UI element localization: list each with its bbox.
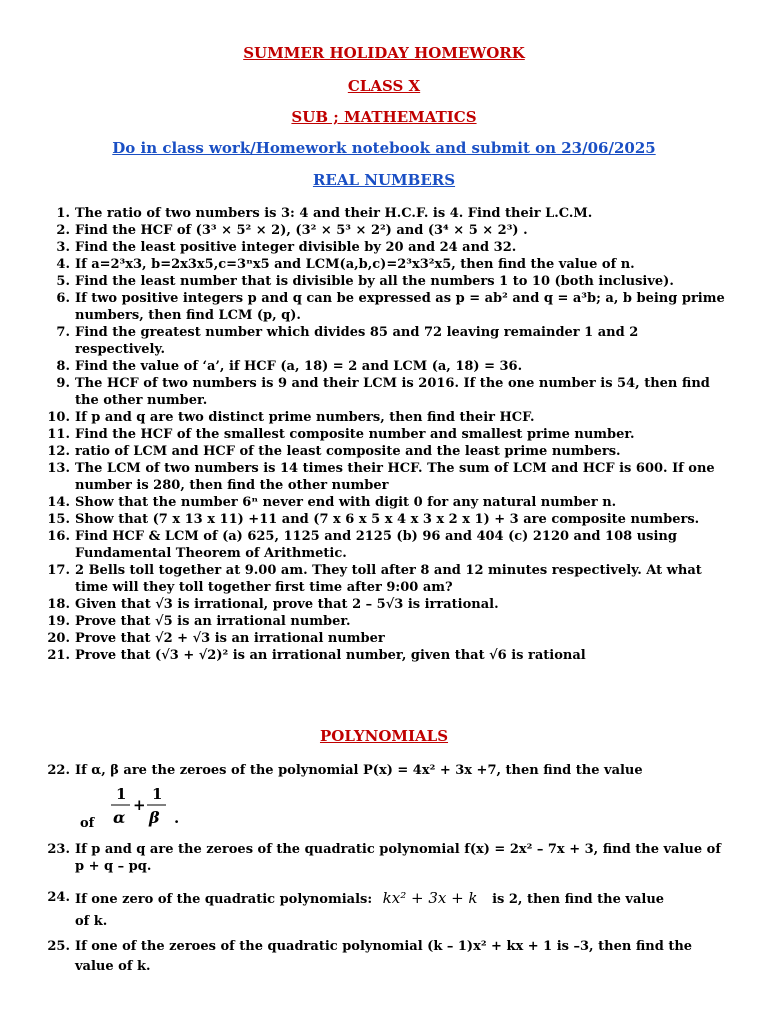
item-text: ratio of LCM and HCF of the least composite and the least prime numbers. xyxy=(75,444,621,459)
item-text: Find the least number that is divisible by all the numbers 1 to 10 (both inclusive). xyxy=(75,274,674,289)
list-item xyxy=(38,630,728,647)
item-text: If p and q are the zeroes of the quadratic polynomial f(x) = 2x² – 7x + 3, find the value of p + q – pq. xyxy=(75,842,721,874)
item-text: If α, β are the zeroes of the polynomial P(x) = 4x² + 3x +7, then find the value xyxy=(75,763,643,778)
item-text: Find the value of ‘a’, if HCF (a, 18) = 2 and LCM (a, 18) = 36. xyxy=(75,359,523,374)
fraction-expression xyxy=(108,783,198,835)
item-text: The LCM of two numbers is 14 times their HCF. The sum of LCM and HCF is 600. If one number is 280, then find the other number xyxy=(75,461,715,493)
list-item xyxy=(38,613,728,630)
fraction-denominator-alpha: α xyxy=(113,808,126,827)
item-number: 1. xyxy=(56,206,70,221)
item-text: Find the HCF of the smallest composite number and smallest prime number. xyxy=(75,427,635,442)
item-number: 22. xyxy=(47,763,70,778)
item-number: 8. xyxy=(56,359,70,374)
item-text: The HCF of two numbers is 9 and their LCM is 2016. If the one number is 54, then find the other number. xyxy=(75,376,710,408)
list-item xyxy=(38,426,728,443)
item-text: Show that the number 6ⁿ never end with digit 0 for any natural number n. xyxy=(75,495,617,510)
item-text: Find the greatest number which divides 85 and 72 leaving remainder 1 and 2 respectively. xyxy=(75,325,639,357)
item-number: 15. xyxy=(47,512,70,527)
item-text: Show that (7 x 13 x 11) +11 and (7 x 6 x 5 x 4 x 3 x 2 x 1) + 3 are composite numbers. xyxy=(75,512,700,527)
page-title: SUMMER HOLIDAY HOMEWORK xyxy=(243,44,525,62)
item-number: 7. xyxy=(56,325,70,340)
item-text: Given that √3 is irrational, prove that 2 – 5√3 is irrational. xyxy=(75,597,499,612)
section-heading-real-numbers: REAL NUMBERS xyxy=(312,171,456,189)
item-number: 21. xyxy=(47,648,70,663)
item-number: 25. xyxy=(47,939,70,954)
item-number: 10. xyxy=(47,410,70,425)
list-item xyxy=(38,762,728,779)
list-item xyxy=(38,358,728,375)
subject-heading: SUB ; MATHEMATICS xyxy=(291,108,477,126)
item-text: Prove that √2 + √3 is an irrational number xyxy=(75,631,385,646)
item-text xyxy=(75,887,728,933)
item-text-cont: of k. xyxy=(75,914,108,929)
class-heading: CLASS X xyxy=(347,77,421,95)
list-item xyxy=(38,647,728,664)
list-item xyxy=(38,887,728,933)
list-item xyxy=(38,511,728,528)
plus-sign: + xyxy=(133,796,146,814)
item-number: 19. xyxy=(47,614,70,629)
item-number: 24. xyxy=(47,890,70,905)
item-number: 11. xyxy=(47,427,70,442)
item-text-of: of xyxy=(80,816,95,831)
item-text: Find HCF & LCM of (a) 625, 1125 and 2125 (b) 96 and 404 (c) 2120 and 108 using Fundamental Theorem of Arithmetic. xyxy=(75,529,677,561)
item-text: If a=2³x3, b=2x3x5,c=3ⁿx5 and LCM(a,b,c)=2³x3²x5, then find the value of n. xyxy=(75,257,635,272)
list-item xyxy=(38,596,728,613)
item-number: 3. xyxy=(56,240,70,255)
item-text-post: is 2, then find the value xyxy=(492,892,665,907)
fraction-denominator-beta: β xyxy=(149,808,160,827)
item-text: Prove that (√3 + √2)² is an irrational number, given that √6 is rational xyxy=(75,648,586,663)
polynomials-list xyxy=(38,762,728,977)
item-text-pre: If one zero of the quadratic polynomials: xyxy=(75,892,373,907)
list-item xyxy=(38,562,728,596)
item-text: The ratio of two numbers is 3: 4 and their H.C.F. is 4. Find their L.C.M. xyxy=(75,206,593,221)
item-number: 18. xyxy=(47,597,70,612)
item-number: 9. xyxy=(56,376,70,391)
item-text: 2 Bells toll together at 9.00 am. They toll after 8 and 12 minutes respectively. At what time will they toll together first time after 9:00 am? xyxy=(75,563,702,595)
list-item xyxy=(38,205,728,222)
item-text: If one of the zeroes of the quadratic polynomial (k – 1)x² + kx + 1 is –3, then find the value of k. xyxy=(75,939,693,974)
item-number: 14. xyxy=(47,495,70,510)
list-item xyxy=(38,375,728,409)
list-item xyxy=(38,528,728,562)
item-number: 6. xyxy=(56,291,70,306)
item-number: 17. xyxy=(47,563,70,578)
list-item xyxy=(38,256,728,273)
list-item xyxy=(38,324,728,358)
list-item xyxy=(38,239,728,256)
list-item xyxy=(38,273,728,290)
fraction-numerator-2: 1 xyxy=(152,785,163,803)
item-text: Prove that √5 is an irrational number. xyxy=(75,614,351,629)
list-item xyxy=(38,290,728,324)
list-item xyxy=(38,460,728,494)
list-item xyxy=(38,841,728,875)
instruction-line: Do in class work/Homework notebook and submit on 23/06/2025 xyxy=(112,139,656,157)
item-number: 2. xyxy=(56,223,70,238)
item-text: Find the HCF of (3³ × 5² × 2), (3² × 5³ × 2²) and (3⁴ × 5 × 2³) . xyxy=(75,223,528,238)
item-number: 5. xyxy=(56,274,70,289)
item-text: If two positive integers p and q can be expressed as p = ab² and q = a³b; a, b being prime numbers, then find LCM (p, q). xyxy=(75,291,725,323)
item-number: 20. xyxy=(47,631,70,646)
item-number: 4. xyxy=(56,257,70,272)
list-item xyxy=(38,443,728,460)
real-numbers-list xyxy=(38,205,728,664)
item-number: 12. xyxy=(47,444,70,459)
list-item xyxy=(38,409,728,426)
fraction-block xyxy=(38,779,728,835)
item-number: 16. xyxy=(47,529,70,544)
polynomial-expression: kx² + 3x + k xyxy=(382,889,478,907)
item-number: 23. xyxy=(47,842,70,857)
list-item xyxy=(38,937,728,977)
section-heading-polynomials: POLYNOMIALS xyxy=(319,727,449,745)
fraction-numerator-1: 1 xyxy=(116,785,127,803)
item-text: Find the least positive integer divisible by 20 and 24 and 32. xyxy=(75,240,517,255)
item-text: If p and q are two distinct prime numbers, then find their HCF. xyxy=(75,410,535,425)
item-number: 13. xyxy=(47,461,70,476)
list-item xyxy=(38,222,728,239)
list-item xyxy=(38,494,728,511)
period: . xyxy=(174,809,180,827)
